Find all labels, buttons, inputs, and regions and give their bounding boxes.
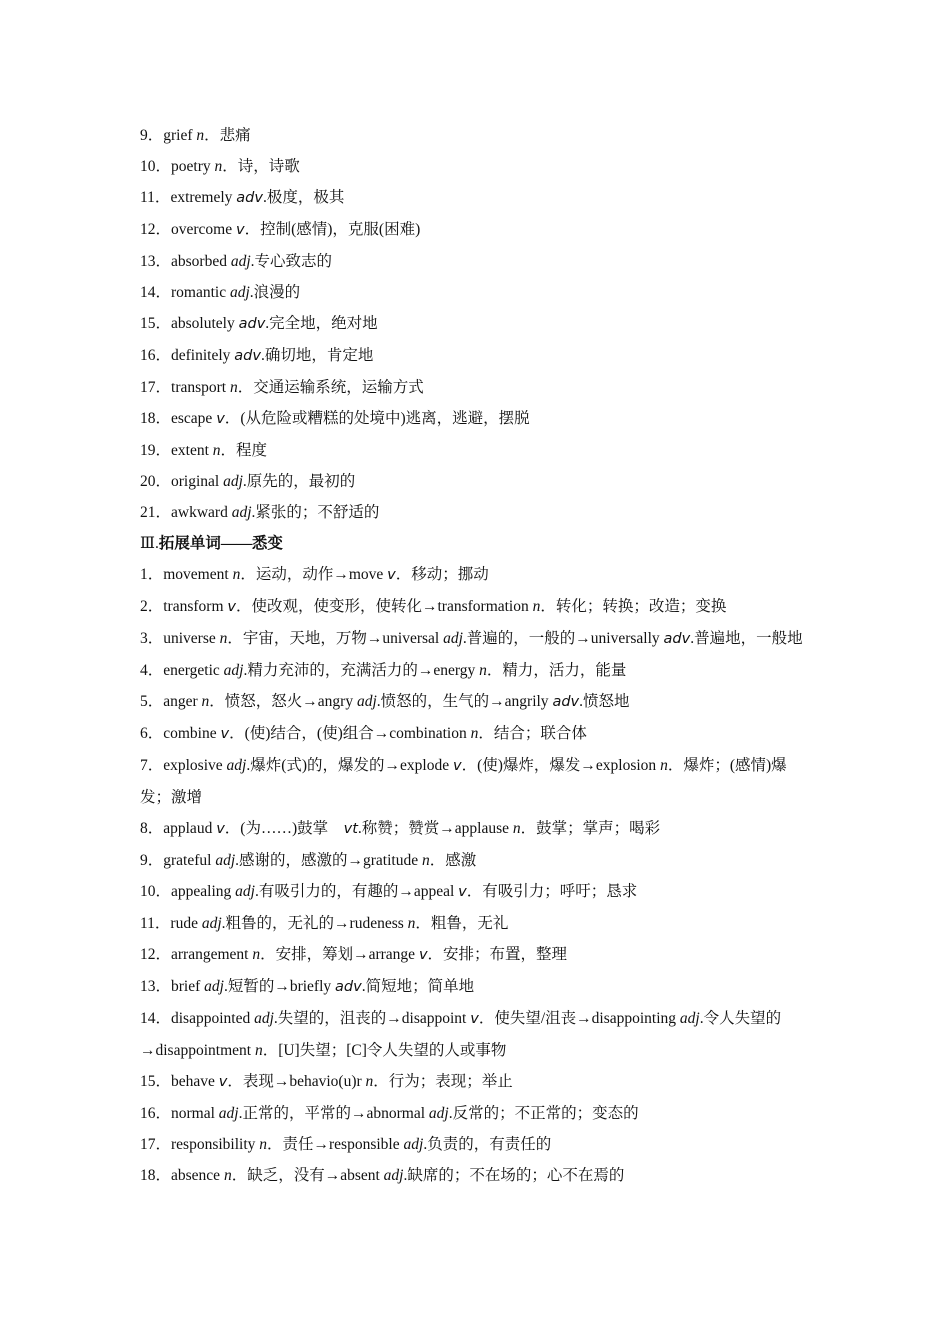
entry-text: .令人失望的→disappointment [140,1010,782,1059]
word-family-entry [140,655,812,686]
word-family-entry [140,1003,812,1066]
entry-text: .愤怒地 [579,693,630,710]
entry-text: ．[U]失望；[C]令人失望的人或事物 [262,1042,507,1059]
entry-number: 16． [140,347,172,364]
entry-text: 7．explosive [140,757,227,774]
entry-meaning: 控制(感情)，克服(困难) [260,221,421,238]
separator: ． [224,410,241,427]
part-of-speech: n [254,1042,263,1059]
entry-text: 13．brief [140,978,205,995]
part-of-speech: n [214,158,223,175]
part-of-speech: n [259,1136,268,1153]
separator: . [251,504,256,521]
part-of-speech: v [458,884,467,900]
word-entry [140,435,812,466]
entry-text: ．鼓掌；掌声；喝彩 [520,820,661,837]
entry-text: .精力充沛的，充满活力的→energy [243,662,480,679]
entry-text: ．精力，活力，能量 [486,662,627,679]
entry-text: ．愤怒，怒火→angry [209,693,357,710]
entry-text: .感谢的，感激的→gratitude [235,852,422,869]
word-family-entry [140,813,812,845]
entry-text: ．结合；联合体 [478,725,587,742]
entry-text: ．移动；挪动 [395,566,489,583]
part-of-speech: n [219,630,228,647]
word-entry [140,403,812,435]
part-of-speech: adv [663,631,691,647]
part-of-speech: adj [428,1105,449,1122]
word-entry [140,214,812,246]
part-of-speech: n [212,442,221,459]
entry-text: 5．anger [140,693,202,710]
word-entry [140,151,812,182]
entry-text: ．安排，筹划→arrange [260,946,419,963]
entry-meaning: 确切地，肯定地 [264,347,374,364]
word-entry [140,466,812,497]
entry-word: awkward [171,504,232,521]
part-of-speech: adj [229,284,250,301]
entry-text: ．(为……)鼓掌 [224,820,344,837]
entry-number: 10． [140,158,172,175]
entry-text: .称赞；赞赏→applause [357,820,513,837]
entry-text: ．使改观，使变形，使转化→transformation [235,598,533,615]
entry-text: ．粗鲁，无礼 [415,915,509,932]
entry-text: ．宇宙，天地，万物→universal [227,630,444,647]
entry-word: definitely [171,347,235,364]
word-family-entry [140,591,812,623]
entry-meaning: 完全地，绝对地 [269,315,378,332]
entry-text: 9．grateful [140,852,216,869]
entry-text: 8．applaud [140,820,217,837]
entry-meaning: 浪漫的 [253,284,301,301]
part-of-speech: n [201,693,210,710]
part-of-speech: adv [335,979,362,995]
entry-number: 14． [140,284,172,301]
word-entry [140,246,812,277]
part-of-speech: adj [204,978,224,995]
entry-word: absorbed [171,253,231,270]
word-family-entry [140,718,812,750]
word-family-entry [140,1098,812,1129]
entry-text: 2．transform [140,598,228,615]
entry-text: ．使失望/沮丧→disappointing [478,1010,680,1027]
vocabulary-content [140,120,812,1191]
entry-text: 6．combine [140,725,221,742]
entry-number: 12． [140,221,172,238]
word-family-entry [140,939,812,971]
part-of-speech: n [232,566,241,583]
word-entry [140,120,812,151]
part-of-speech: n [470,725,479,742]
entry-text: ．感激 [429,852,477,869]
entry-number: 19． [140,442,172,459]
word-family-entry [140,1129,812,1160]
part-of-speech: adj [230,253,251,270]
separator: . [262,189,267,206]
entry-number: 15． [140,315,172,332]
separator: ． [204,127,220,144]
entry-text: 17．responsibility [140,1136,260,1153]
entry-text: ．(使)爆炸，爆发→explosion [461,757,661,774]
word-family-entry [140,559,812,591]
part-of-speech: adj [235,883,255,900]
entry-meaning: 程度 [236,442,268,459]
part-of-speech: n [365,1073,374,1090]
part-of-speech: adj [403,1136,424,1153]
part-of-speech: n [660,757,668,774]
entry-word: grief [163,127,197,144]
part-of-speech: adv [236,190,263,206]
separator: . [249,284,254,301]
part-of-speech: adj [215,852,236,869]
entry-number: 13． [140,253,172,270]
entry-word: extent [171,442,213,459]
part-of-speech: adj [223,473,243,490]
word-family-entry [140,876,812,908]
entry-text: 10．appealing [140,883,236,900]
part-of-speech: adj [201,915,222,932]
entry-number: 17． [140,379,172,396]
word-family-entry [140,750,812,813]
part-of-speech: adj [383,1167,404,1184]
separator: ． [220,442,237,459]
word-entry [140,182,812,214]
entry-text: 12．arrangement [140,946,253,963]
entry-text: .粗鲁的，无礼的→rudeness [221,915,408,932]
entry-word: escape [171,410,217,427]
entry-word: absolutely [171,315,239,332]
part-of-speech: v [418,947,428,963]
entry-meaning: 诗，诗歌 [237,158,300,175]
entry-text: 15．behave [140,1073,219,1090]
entry-text: ．安排；布置，整理 [427,946,568,963]
word-entry [140,497,812,528]
section-heading [140,528,812,559]
part-of-speech: adj [443,630,463,647]
entry-number: 11． [140,189,171,206]
entry-word: original [171,473,224,490]
entry-text: .负责的，有责任的 [423,1136,552,1153]
entry-text: .普遍地，一般地 [690,630,803,647]
part-of-speech: v [452,758,462,774]
part-of-speech: v [470,1011,479,1027]
part-of-speech: n [196,127,205,144]
entry-text: ．行为；表现；举止 [373,1073,513,1090]
word-entry [140,308,812,340]
part-of-speech: n [252,946,261,963]
part-of-speech: n [479,662,487,679]
entry-meaning: (从危险或糟糕的处境中)逃离，逃避，摆脱 [240,410,530,427]
entry-text: .正常的，平常的→abnormal [238,1105,429,1122]
part-of-speech: adj [223,662,244,679]
entry-text: 1．movement [140,566,233,583]
separator: ． [244,221,261,238]
part-of-speech: v [227,599,236,615]
entry-text: ．有吸引力；呼吁；恳求 [466,883,638,900]
part-of-speech: n [230,379,238,396]
part-of-speech: n [223,1167,232,1184]
entry-text: .短暂的→briefly [223,978,336,995]
entry-text: 3．universe [140,630,220,647]
word-entry [140,277,812,308]
word-family-entry [140,1160,812,1191]
entry-meaning: 极度，极其 [266,189,345,206]
entry-text: .反常的；不正常的；变态的 [448,1105,639,1122]
entry-meaning: 悲痛 [219,127,251,144]
part-of-speech: v [387,567,396,583]
entry-word: transport [171,379,230,396]
entry-text: 4．energetic [140,662,224,679]
part-of-speech: adv [552,694,580,710]
part-of-speech: v [220,726,230,742]
part-of-speech: adj [254,1010,274,1027]
entry-text: 18．absence [140,1167,224,1184]
entry-text: ．责任→responsible [267,1136,404,1153]
entry-text: .有吸引力的，有趣的→appeal [254,883,459,900]
word-family-entry [140,845,812,876]
part-of-speech: adj [679,1010,700,1027]
word-list-continued [140,120,812,528]
entry-text: 11．rude [140,915,202,932]
separator: . [265,315,270,332]
entry-meaning: 专心致志的 [254,253,333,270]
part-of-speech: adv [238,316,266,332]
section-title: 拓展单词——悉变 [158,535,283,552]
separator: ． [237,379,254,396]
word-entry [140,340,812,372]
entry-text: 16．normal [140,1105,219,1122]
part-of-speech: n [407,915,416,932]
entry-meaning: 交通运输系统，运输方式 [253,379,424,396]
entry-text: 14．disappointed [140,1010,255,1027]
part-of-speech: adj [226,757,247,774]
entry-text: ．(使)结合，(使)组合→combination [229,725,471,742]
entry-number: 20． [140,473,172,490]
part-of-speech: adj [356,693,377,710]
entry-text: ．转化；转换；改造；变换 [540,598,727,615]
separator: . [260,347,265,364]
word-family-list [140,559,812,1191]
entry-number: 18． [140,410,172,427]
part-of-speech: n [532,598,541,615]
part-of-speech: adj [218,1105,239,1122]
word-family-entry [140,908,812,939]
section-number: Ⅲ. [140,535,159,552]
entry-word: romantic [171,284,230,301]
word-family-entry [140,971,812,1003]
entry-word: overcome [171,221,236,238]
part-of-speech: n [512,820,521,837]
entry-number: 9． [140,127,164,144]
part-of-speech: adj [231,504,252,521]
entry-meaning: 紧张的；不舒适的 [255,504,380,521]
entry-text: .普遍的，一般的→universally [462,630,664,647]
part-of-speech: v [218,1074,228,1090]
entry-text: ．运动，动作→move [240,566,388,583]
entry-text: .缺席的；不在场的；心不在焉的 [403,1167,625,1184]
word-entry [140,372,812,403]
word-family-entry [140,686,812,718]
word-family-entry [140,1066,812,1098]
part-of-speech: adv [234,348,261,364]
entry-number: 21． [140,504,172,521]
separator: ． [222,158,238,175]
entry-text: ．缺乏，没有→absent [231,1167,384,1184]
entry-word: extremely [170,189,237,206]
part-of-speech: n [421,852,430,869]
entry-text: ．表现→behavio(u)r [227,1073,366,1090]
entry-meaning: 原先的，最初的 [246,473,356,490]
entry-text: .愤怒的，生气的→angrily [376,693,553,710]
part-of-speech: v [236,222,245,238]
entry-word: poetry [171,158,215,175]
part-of-speech: v [216,411,225,427]
entry-text: .失望的，沮丧的→disappoint [273,1010,471,1027]
word-family-entry [140,623,812,655]
separator: . [250,253,255,270]
entry-text: .简短地；简单地 [361,978,475,995]
part-of-speech: v [216,821,225,837]
entry-text: ．爆炸；(感情)爆发；激增 [140,757,787,806]
part-of-speech: vt [343,821,358,837]
entry-text: .爆炸(式)的，爆发的→explode [246,757,453,774]
separator: . [242,473,247,490]
